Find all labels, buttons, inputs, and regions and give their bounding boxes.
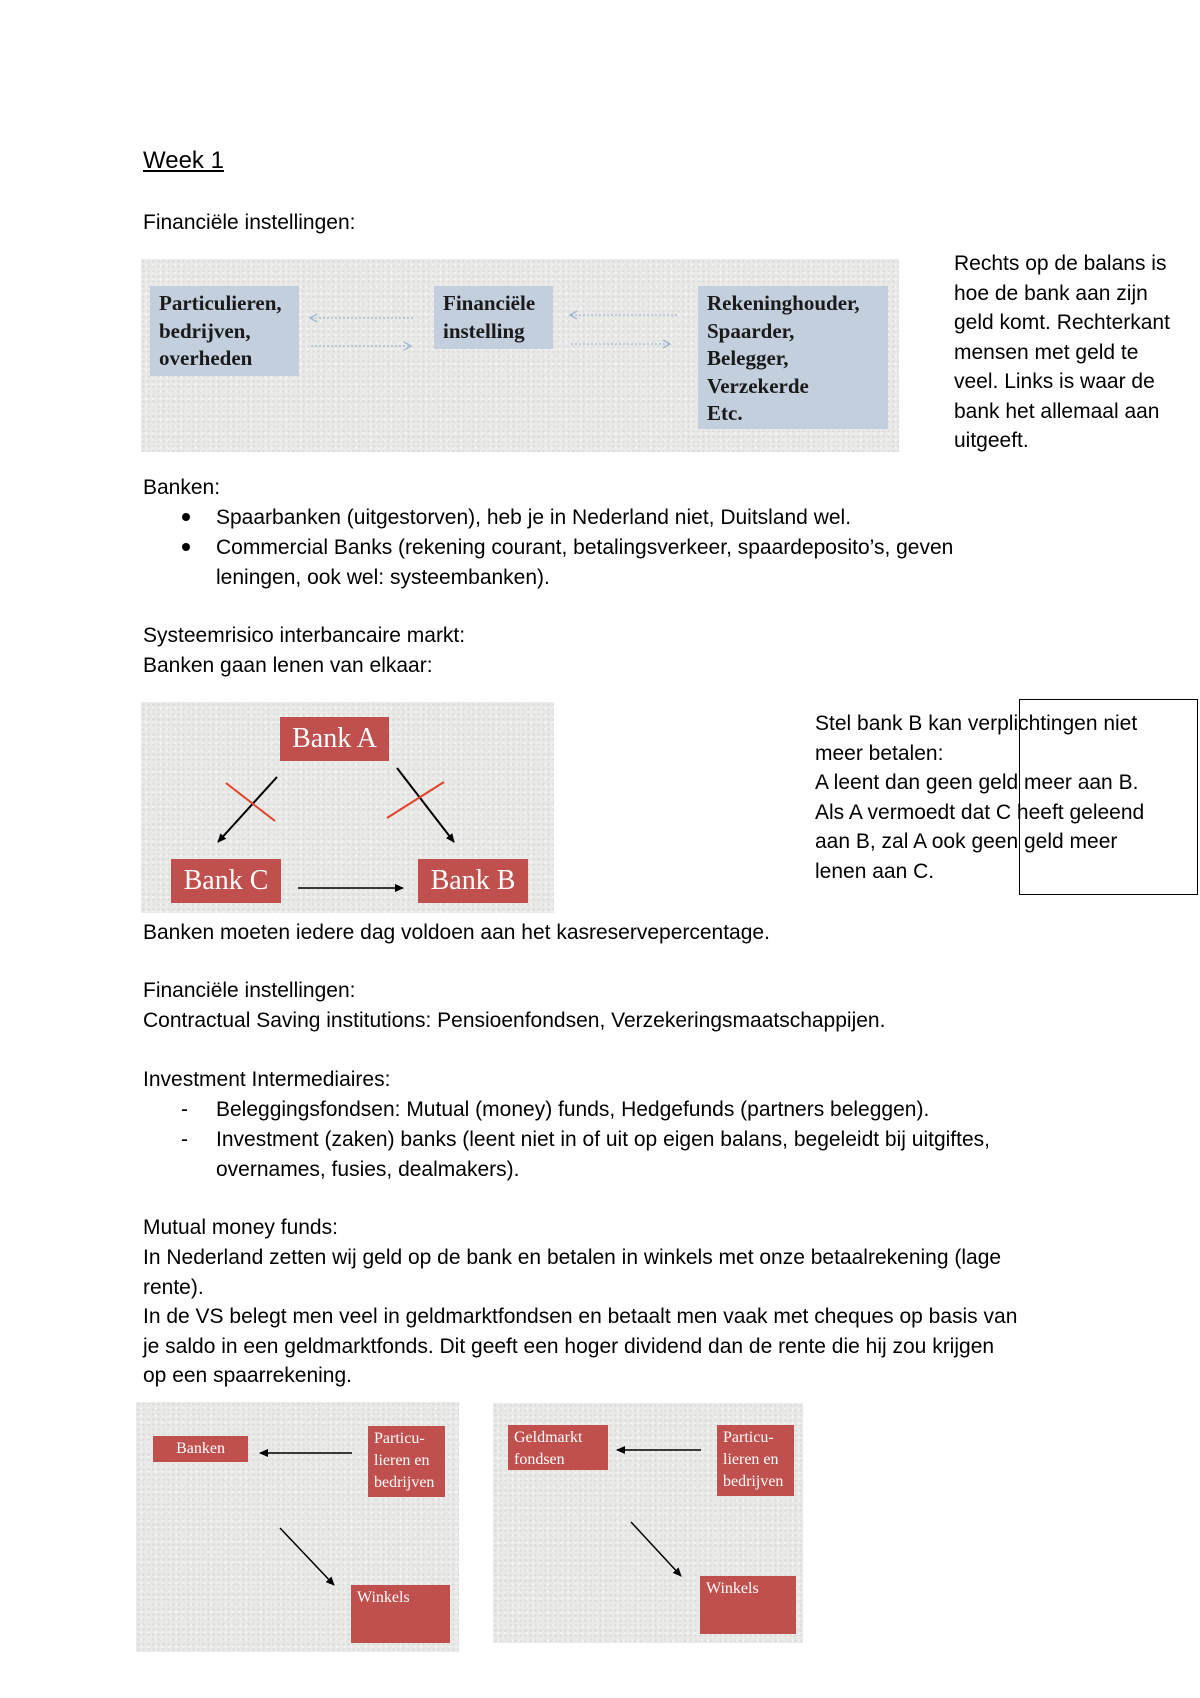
paragraph-line: In de VS belegt men veel in geldmarktfondsen en betaalt men vaak met cheques op basis van <box>143 1305 1018 1328</box>
systeemrisico-subtitle: Banken gaan lenen van elkaar: <box>143 654 433 677</box>
list-item-line: Investment (zaken) banks (leent niet in of uit op eigen balans, begeleidt bij uitgiftes, <box>216 1128 990 1151</box>
section-title-financial-institutions-2: Financiële instellingen: <box>143 979 356 1002</box>
paragraph-line: rente). <box>143 1275 204 1299</box>
side-note-line: Stel bank B kan verplichtingen niet <box>815 712 1138 735</box>
list-item-line: Commercial Banks (rekening courant, betalingsverkeer, spaardeposito’s, geven <box>216 536 954 559</box>
us-payment-diagram <box>493 1403 803 1643</box>
kasreserve-text: Banken moeten iedere dag voldoen aan het kasreservepercentage. <box>143 921 770 944</box>
box-banken: Banken <box>153 1436 248 1462</box>
side-note-line: aan B, zal A ook geen geld meer <box>815 830 1118 853</box>
box-bank-a: Bank A <box>280 717 389 761</box>
mutual-title: Mutual money funds: <box>143 1216 338 1239</box>
side-note-line: meer betalen: <box>815 741 944 765</box>
box-winkels: Winkels <box>351 1585 450 1643</box>
side-note-line: hoe de bank aan zijn <box>954 281 1148 305</box>
interbank-diagram <box>141 702 554 913</box>
bullet-icon <box>182 543 190 551</box>
side-note-line: Rechts op de balans is <box>954 252 1167 275</box>
flow-arrows <box>141 259 899 452</box>
dash-bullet: - <box>181 1098 188 1121</box>
side-note-line: bank het allemaal aan <box>954 399 1160 423</box>
box-particulieren-bedrijven: Particu- lieren en bedrijven <box>717 1425 794 1496</box>
box-financiele-instelling: Financiële instelling <box>434 286 553 349</box>
mutual-paragraph <box>143 1243 1017 1391</box>
arrow-a-to-b <box>397 768 454 842</box>
interbank-arrows <box>141 702 554 913</box>
side-note-line: veel. Links is waar de <box>954 370 1155 393</box>
box-particulieren-bedrijven: Particu- lieren en bedrijven <box>368 1426 445 1497</box>
list-item-line: overnames, fusies, dealmakers). <box>216 1157 520 1181</box>
cross-out-a-b <box>387 782 444 818</box>
list-item <box>216 533 953 592</box>
contractual-text: Contractual Saving institutions: Pensioenfondsen, Verzekeringsmaatschappijen. <box>143 1009 886 1032</box>
box-bank-c: Bank C <box>171 859 281 903</box>
us-arrows <box>493 1403 803 1643</box>
box-winkels: Winkels <box>700 1576 796 1634</box>
arrow-to-winkels <box>280 1528 334 1585</box>
arrow-a-to-c <box>218 777 277 842</box>
side-note-line: A leent dan geen geld meer aan B. <box>815 771 1139 794</box>
list-item <box>216 1125 990 1184</box>
box-rekeninghouder: Rekeninghouder, Spaarder, Belegger, Verzekerde Etc. <box>698 286 888 429</box>
side-note-line: uitgeeft. <box>954 429 1029 452</box>
netherlands-payment-diagram <box>136 1402 459 1652</box>
side-note-line: lenen aan C. <box>815 859 935 883</box>
list-item-line: leningen, ook wel: systeembanken). <box>216 565 550 589</box>
paragraph-line: je saldo in een geldmarktfonds. Dit geeft een hoger dividend dan de rente die hij zou krijgen <box>143 1334 995 1358</box>
systeemrisico-title: Systeemrisico interbancaire markt: <box>143 624 466 647</box>
box-geldmarktfondsen: Geldmarkt fondsen <box>508 1425 608 1470</box>
list-item: Beleggingsfondsen: Mutual (money) funds, Hedgefunds (partners beleggen). <box>216 1098 930 1121</box>
investment-title: Investment Intermediaires: <box>143 1068 391 1091</box>
box-bank-b: Bank B <box>418 859 528 903</box>
arrow-to-winkels <box>631 1522 681 1576</box>
side-note-line: Als A vermoedt dat C heeft geleend <box>815 800 1145 824</box>
flow-diagram-financial-institution <box>141 259 899 452</box>
box-particulieren: Particulieren, bedrijven, overheden <box>150 286 299 376</box>
page-title: Week 1 <box>143 147 224 174</box>
dash-bullet: - <box>181 1128 188 1151</box>
side-note-line: mensen met geld te <box>954 340 1139 364</box>
list-item: Spaarbanken (uitgestorven), heb je in Nederland niet, Duitsland wel. <box>216 506 852 529</box>
paragraph-line: In Nederland zetten wij geld op de bank en betalen in winkels met onze betaalrekening (lage <box>143 1246 1002 1269</box>
section-title-financial-institutions: Financiële instellingen: <box>143 211 356 234</box>
bullet-icon <box>182 513 190 521</box>
empty-frame <box>1019 699 1198 895</box>
side-note-line: geld komt. Rechterkant <box>954 311 1170 334</box>
banken-title: Banken: <box>143 476 221 499</box>
netherlands-arrows <box>136 1402 459 1652</box>
paragraph-line: op een spaarrekening. <box>143 1364 352 1387</box>
side-note-balance <box>954 249 1170 456</box>
